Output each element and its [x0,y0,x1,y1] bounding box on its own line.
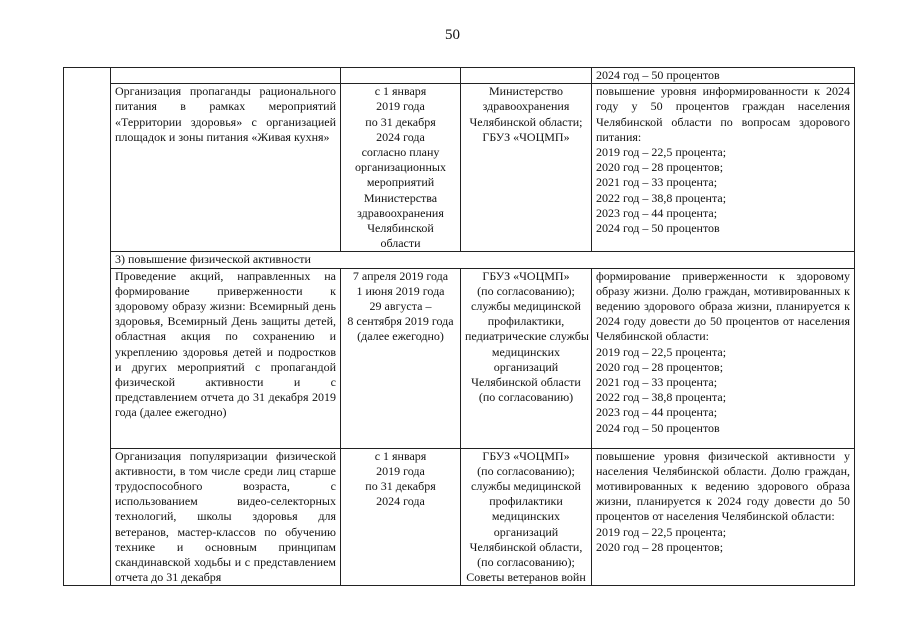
page-number: 50 [445,27,460,43]
measure-cell: Организация пропаганды рационального питания в рамках мероприятий «Территории здоровья» с организацией площадок и зоны питания «Живая кухня» [111,84,341,252]
table-row [64,252,855,268]
deadline-cell: с 1 января 2019 года по 31 декабря 2024 года согласно плану организационных мероприятий Министерства здравоохранения Челябинской области [341,84,461,252]
section-header: 3) повышение физической активности [111,252,855,268]
number-column [64,68,111,586]
table-row [64,68,855,84]
measure-cell: Проведение акций, направленных на формирование приверженности к здоровому образу жизни: Всемирный день здоровья, Всемирный День защиты детей, областная акция по сохранению и укреплению здоровья детей и подростков и других мероприятий с пропагандой физической активности и с представлением отчета до 31 декабря 2019 года (далее ежегодно) [111,268,341,448]
deadline-cell: с 1 января 2019 года по 31 декабря 2024 года [341,448,461,586]
result-cell: формирование приверженности к здоровому образу жизни. Долю граждан, мотивированных к ведению здорового образа жизни, планируется к 2024 году довести до 50 процентов от населения Челябинской области: 2019 год – 22,5 процента; 2020 год – 28 процентов; 2021 год – 33 процента; 2022 год – 38,8 процента; 2023 год – 44 процента; 2024 год – 50 процентов [592,268,855,448]
table-row [64,448,855,586]
responsible-cell: ГБУЗ «ЧОЦМП» (по согласованию); службы медицинской профилактики, педиатрические службы медицинских организаций Челябинской области (по согласованию) [461,268,592,448]
table-row [64,268,855,448]
measures-table [63,67,855,586]
result-cell: повышение уровня информированности к 2024 году у 50 процентов граждан населения Челябинской области по вопросам здорового питания: 2019 год – 22,5 процента; 2020 год – 28 процентов; 2021 год – 33 процента; 2022 год – 38,8 процента; 2023 год – 44 процента; 2024 год – 50 процентов [592,84,855,252]
result-cell: 2024 год – 50 процентов [592,68,855,84]
responsible-cell: ГБУЗ «ЧОЦМП» (по согласованию); службы медицинской профилактики медицинских организаций Челябинской области, (по согласованию); Советы ветеранов войн [461,448,592,586]
deadline-cell: 7 апреля 2019 года 1 июня 2019 года 29 августа – 8 сентября 2019 года (далее ежегодно) [341,268,461,448]
result-cell: повышение уровня физической активности у населения Челябинской области. Долю граждан, мотивированных к ведению здорового образа жизни, планируется к 2024 году довести до 50 процентов от населения Челябинской области: 2019 год – 22,5 процента; 2020 год – 28 процентов; [592,448,855,586]
measure-cell: Организация популяризации физической активности, в том числе среди лиц старше трудоспособного возраста, с использованием видео-селекторных технологий, школы здоровья для ветеранов, мастер-классов по обучению технике и основным принципам скандинавской ходьбы и с представлением отчета до 31 декабря [111,448,341,586]
responsible-cell: Министерство здравоохранения Челябинской области; ГБУЗ «ЧОЦМП» [461,84,592,252]
table-row [64,84,855,252]
